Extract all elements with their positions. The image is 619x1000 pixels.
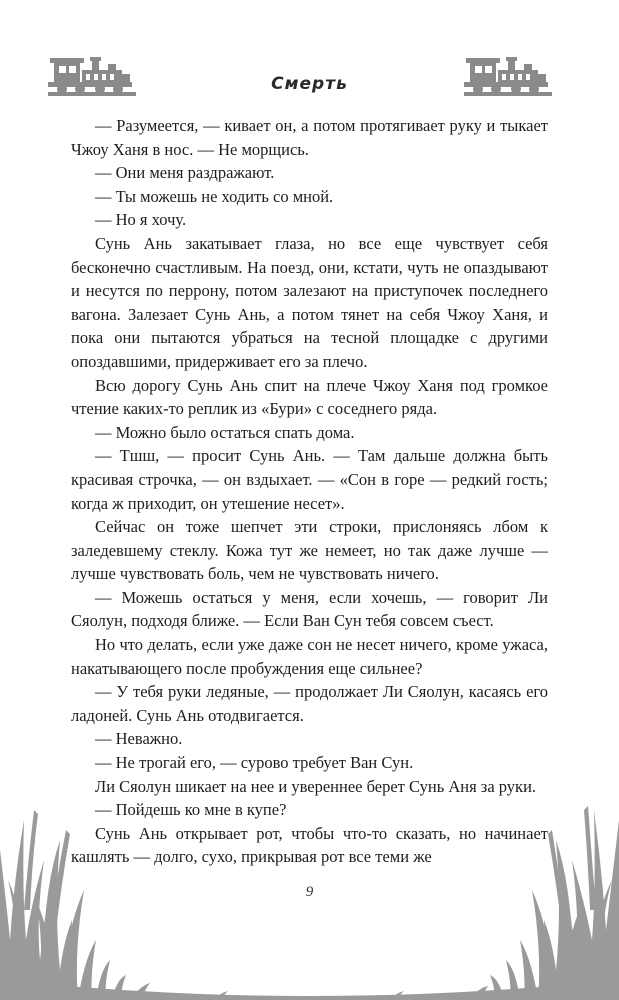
paragraph: — У тебя руки ледяные, — продолжает Ли Сяолун, касаясь его ладоней. Сунь Ань отодвигается. [71,682,548,725]
paragraph: — Тшш, — просит Сунь Ань. — Там дальше должна быть красивая строчка, — он вздыхает. — «Сон в горе — редкий гость; когда ж приходит, он утешение несет». [71,446,548,513]
paragraph: — Не трогай его, — сурово требует Ван Сун. [95,753,414,773]
paragraph: — Но я хочу. [95,210,187,230]
page-number: 9 [305,884,314,900]
paragraph: — Пойдешь ко мне в купе? [95,800,287,820]
paragraph: Сунь Ань закатывает глаза, но все еще чувствует себя бесконечно счастливым. На поезд, они, кстати, чуть не опаздывают и несутся по перрону, потом залезают на приступочек последнего вагона. Залезает Сунь Ань, а потом тянет на себя Чжоу Ханя, и пока они пытаются убраться на тесной площадке с другими опоздавшими, придерживает его за плечо. [71,233,548,371]
paragraph: Всю дорогу Сунь Ань спит на плече Чжоу Ханя под громкое чтение каких-то реплик из «Бури» с соседнего ряда. [71,375,548,419]
paragraph: — Неважно. [95,729,183,749]
paragraph: Но что делать, если уже даже сон не несет ничего, кроме ужаса, накатывающего после пробуждения еще сильнее? [71,635,548,678]
page-header [0,52,619,102]
running-title: Смерть [271,74,348,94]
paragraph: — Можно было остаться спать дома. [95,422,355,442]
paragraph: Сунь Ань открывает рот, чтобы что-то сказать, но начинает кашлять — долго, сухо, прикрывая рот все теми же [71,823,548,867]
paragraph: — Можешь остаться у меня, если хочешь, — говорит Ли Сяолун, подходя ближе. — Если Ван Сун тебя совсем съест. [71,587,548,631]
paragraph: — Ты можешь не ходить со мной. [95,186,334,206]
paragraph: — Они меня раздражают. [95,163,275,183]
body-text [71,114,548,869]
paragraph: Ли Сяолун шикает на нее и увереннее берет Сунь Аня за руки. [95,776,537,796]
paragraph: Сейчас он тоже шепчет эти строки, прислоняясь лбом к заледевшему стеклу. Кожа тут же немеет, но так даже лучше — лучше чувствовать боль, чем не чувствовать ничего. [71,517,548,584]
paragraph: — Разумеется, — кивает он, а потом протягивает руку и тыкает Чжоу Ханя в нос. — Не морщись. [71,116,548,159]
train-icon [464,52,552,100]
